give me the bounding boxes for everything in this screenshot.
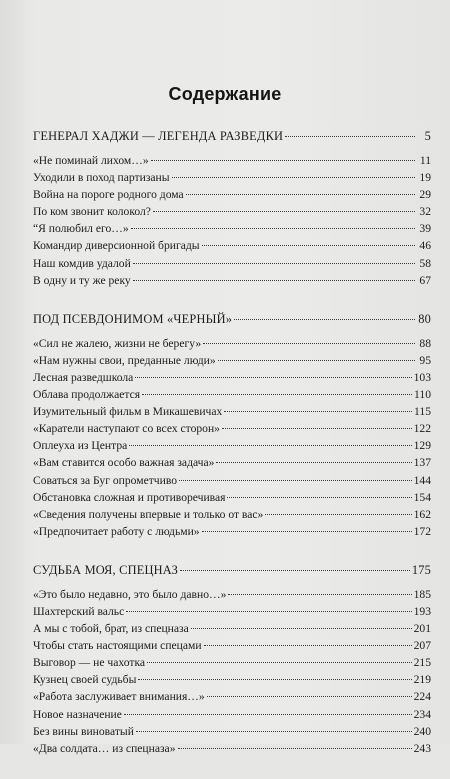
toc-entry-title: Война на пороге родного дома <box>33 188 184 202</box>
toc-entry-page-number: 32 <box>419 205 431 219</box>
table-of-contents <box>33 128 431 779</box>
dot-leader <box>265 514 411 515</box>
toc-entry <box>33 706 431 723</box>
dot-leader <box>216 462 411 463</box>
toc-entry <box>33 220 431 237</box>
toc-entry <box>33 152 431 169</box>
toc-entry <box>33 403 431 420</box>
dot-leader <box>142 394 412 395</box>
toc-entry-page-number: 193 <box>413 604 431 618</box>
toc-entry-title: Новое назначение <box>33 707 122 721</box>
section-heading-title: ПОД ПСЕВДОНИМОМ «ЧЕРНЫЙ» <box>33 311 233 326</box>
dot-leader <box>203 343 415 344</box>
toc-entry-title: Облава продолжается <box>33 388 141 402</box>
toc-entry-title: «Вам ставится особо важная задача» <box>33 456 215 470</box>
toc-entry <box>33 335 431 352</box>
toc-entry <box>33 637 431 654</box>
toc-entry-page-number: 19 <box>419 171 431 185</box>
toc-entry-page-number: 115 <box>414 405 431 419</box>
toc-entry-title: Наш комдив удалой <box>33 256 131 270</box>
dot-leader <box>227 497 411 498</box>
toc-entry <box>33 489 431 506</box>
toc-entry-page-number: 172 <box>413 524 431 538</box>
dot-leader <box>202 531 412 532</box>
toc-entry-title: Кузнец своей судьбы <box>33 673 137 687</box>
dot-leader <box>179 480 412 481</box>
toc-entry-page-number: 39 <box>419 222 431 236</box>
toc-entry-title: Уходили в поход партизаны <box>33 171 170 185</box>
section-heading-page-number: 175 <box>411 562 431 577</box>
section-heading <box>33 311 431 328</box>
toc-entry-page-number: 240 <box>413 724 431 738</box>
toc-entry <box>33 272 431 289</box>
toc-entry <box>33 352 431 369</box>
toc-section <box>33 128 431 289</box>
toc-entry <box>33 586 431 603</box>
dot-leader <box>207 696 412 697</box>
toc-entry-title: Командир диверсионной бригады <box>33 239 200 253</box>
toc-entry <box>33 740 431 757</box>
toc-entry-page-number: 88 <box>419 336 431 350</box>
dot-leader <box>136 731 412 732</box>
section-heading-page-number: 80 <box>418 311 431 326</box>
toc-entry-title: А мы с тобой, брат, из спецназа <box>33 622 189 636</box>
dot-leader <box>126 611 411 612</box>
section-heading <box>33 128 431 145</box>
toc-entry <box>33 688 431 705</box>
toc-entry <box>33 671 431 688</box>
toc-entry-page-number: 144 <box>413 473 431 487</box>
toc-entry-title: «Сведения получены впервые и только от вас» <box>33 507 264 521</box>
dot-leader <box>191 628 412 629</box>
toc-entry <box>33 186 431 203</box>
toc-entry-page-number: 224 <box>413 690 431 704</box>
toc-entry <box>33 472 431 489</box>
toc-entry-page-number: 243 <box>413 741 431 755</box>
toc-entry <box>33 420 431 437</box>
dot-leader <box>228 594 411 595</box>
toc-entry-title: Шахтерский вальс <box>33 604 125 618</box>
section-heading-title: СУДЬБА МОЯ, СПЕЦНАЗ <box>33 562 179 577</box>
toc-entry <box>33 255 431 272</box>
toc-entry <box>33 369 431 386</box>
dot-leader <box>124 714 412 715</box>
dot-leader <box>285 136 415 137</box>
section-heading-page-number: 5 <box>424 129 431 143</box>
toc-entry <box>33 523 431 540</box>
toc-entry <box>33 506 431 523</box>
toc-entry-page-number: 11 <box>419 154 431 167</box>
toc-entry-title: Лесная разведшкола <box>33 370 134 384</box>
toc-entry-page-number: 154 <box>413 490 431 504</box>
toc-entry-title: «Каратели наступают со всех сторон» <box>33 422 220 436</box>
toc-entry <box>33 203 431 220</box>
toc-entry <box>33 454 431 471</box>
dot-leader <box>151 160 415 161</box>
toc-entry <box>33 654 431 671</box>
toc-entry-page-number: 103 <box>413 370 431 384</box>
toc-entry-title: В одну и ту же реку <box>33 273 131 287</box>
dot-leader <box>147 662 412 663</box>
toc-entry <box>33 386 431 403</box>
toc-entry-page-number: 46 <box>419 239 431 253</box>
toc-entry-title: «Предпочитает работу с людьми» <box>33 524 200 538</box>
toc-entry <box>33 620 431 637</box>
toc-entry-page-number: 234 <box>413 707 431 721</box>
toc-entry-page-number: 201 <box>413 622 431 636</box>
dot-leader <box>153 211 415 212</box>
toc-entry-title: «Сил не жалею, жизни не берегу» <box>33 336 202 350</box>
toc-entry-page-number: 129 <box>413 439 431 453</box>
toc-entry-title: Оплеуха из Центра <box>33 439 128 453</box>
dot-leader <box>178 748 412 749</box>
toc-entry-page-number: 215 <box>413 656 431 670</box>
dot-leader <box>172 177 415 178</box>
toc-entry-page-number: 122 <box>413 422 431 436</box>
dot-leader <box>138 679 411 680</box>
toc-entry-title: «Не поминай лихом…» <box>33 154 149 167</box>
toc-entry-title: Без вины виноватый <box>33 724 134 738</box>
dot-leader <box>234 319 415 320</box>
toc-entry-page-number: 207 <box>413 639 431 653</box>
toc-entry-page-number: 137 <box>413 456 431 470</box>
toc-entry <box>33 437 431 454</box>
toc-entry-page-number: 29 <box>419 188 431 202</box>
toc-entry-title: Чтобы стать настоящими спецами <box>33 639 202 653</box>
toc-entry-page-number: 110 <box>414 388 431 402</box>
toc-section <box>33 311 431 540</box>
toc-entry-title: Соваться за Буг опрометчиво <box>33 473 178 487</box>
dot-leader <box>224 411 412 412</box>
toc-entry-title: «Работа заслуживает внимания…» <box>33 690 205 704</box>
dot-leader <box>186 194 415 195</box>
dot-leader <box>218 360 415 361</box>
dot-leader <box>133 263 415 264</box>
toc-entry <box>33 723 431 740</box>
dot-leader <box>135 377 411 378</box>
toc-entry-page-number: 219 <box>413 673 431 687</box>
dot-leader <box>222 428 412 429</box>
dot-leader <box>131 228 415 229</box>
toc-entry-title: Обстановка сложная и противоречивая <box>33 490 226 504</box>
toc-entry-title: «Нам нужны свои, преданные люди» <box>33 353 216 367</box>
toc-entry-page-number: 95 <box>419 353 431 367</box>
page-title: Содержание <box>168 84 282 104</box>
dot-leader <box>180 570 410 571</box>
toc-entry-page-number: 162 <box>413 507 431 521</box>
toc-entry-page-number: 185 <box>413 587 431 601</box>
toc-entry-page-number: 58 <box>419 256 431 270</box>
dot-leader <box>202 245 415 246</box>
section-heading <box>33 562 431 579</box>
toc-entry <box>33 169 431 186</box>
dot-leader <box>204 645 412 646</box>
toc-entry-title: По ком звонит колокол? <box>33 205 151 219</box>
toc-entry-title: “Я полюбил его…» <box>33 222 129 236</box>
section-heading-title: ГЕНЕРАЛ ХАДЖИ — ЛЕГЕНДА РАЗВЕДКИ <box>33 129 284 143</box>
toc-entry-page-number: 67 <box>419 273 431 287</box>
toc-entry-title: Изумительный фильм в Микашевичах <box>33 405 223 419</box>
toc-entry <box>33 237 431 254</box>
toc-entry-title: «Два солдата… из спецназа» <box>33 741 176 755</box>
dot-leader <box>133 280 415 281</box>
dot-leader <box>129 445 411 446</box>
toc-section <box>33 562 431 757</box>
toc-entry-title: Выговор — не чахотка <box>33 656 146 670</box>
toc-entry-title: «Это было недавно, это было давно…» <box>33 587 227 601</box>
toc-entry <box>33 603 431 620</box>
